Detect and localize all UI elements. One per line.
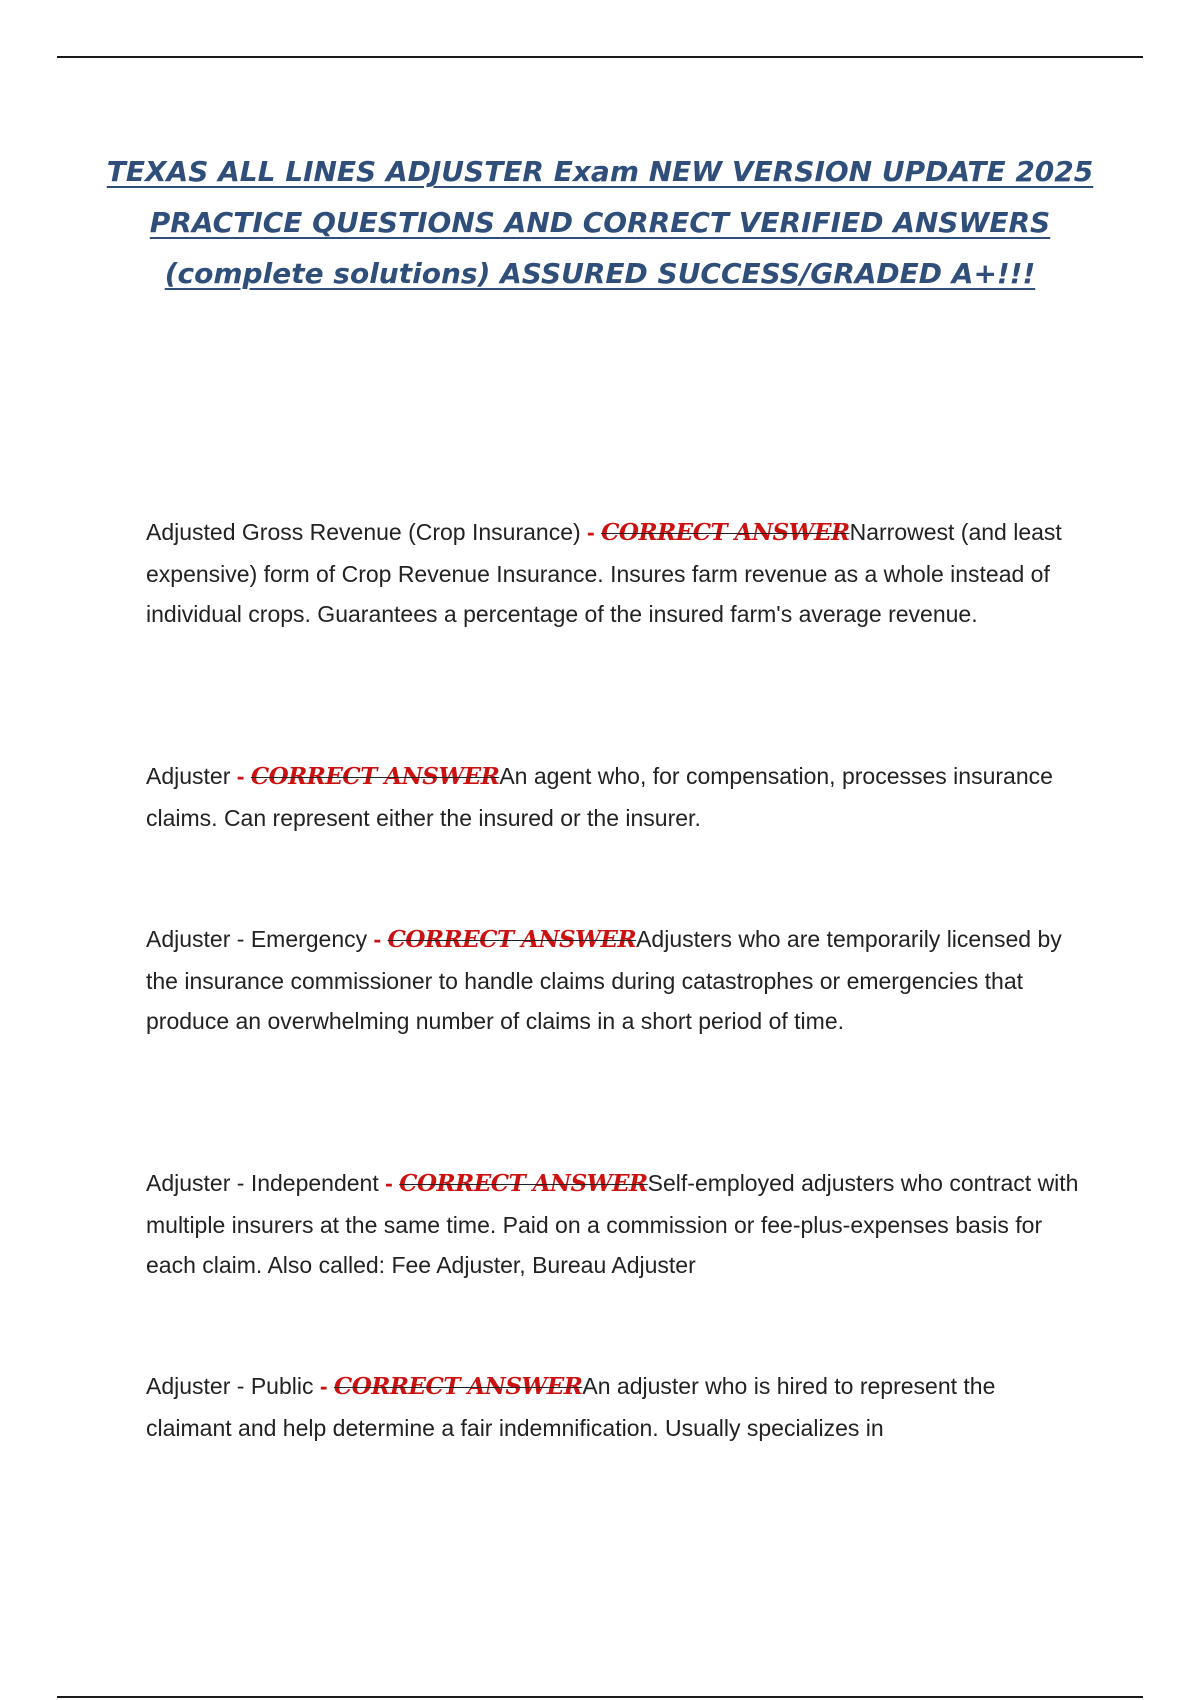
entry-separator: -	[385, 1170, 393, 1196]
qa-entry	[146, 919, 1086, 1042]
entry-definition: An adjuster who is hired to represent the claimant and help determine a fair indemnification. Usually specializes in	[146, 1373, 996, 1441]
correct-answer-marker: CORRECT ANSWER	[399, 1170, 648, 1197]
title-line-1: TEXAS ALL LINES ADJUSTER Exam NEW VERSION UPDATE 2025	[106, 155, 1094, 188]
qa-entry	[146, 512, 1086, 635]
entry-separator: -	[587, 519, 595, 545]
header-rule	[57, 56, 1143, 58]
correct-answer-marker: CORRECT ANSWER	[601, 519, 850, 546]
footer-rule	[57, 1696, 1143, 1698]
correct-answer-marker: CORRECT ANSWER	[250, 763, 500, 790]
document-title	[100, 146, 1100, 299]
qa-entry	[146, 756, 1086, 838]
entry-definition: An agent who, for compensation, processes insurance claims. Can represent either the insured or the insurer.	[146, 763, 1053, 831]
correct-answer-marker: CORRECT ANSWER	[387, 926, 637, 953]
entry-separator: -	[373, 926, 382, 952]
entry-definition: Adjusters who are temporarily licensed by the insurance commissioner to handle claims during catastrophes or emergencies that produce an overwhelming number of claims in a short period of time.	[146, 926, 1062, 1034]
entry-definition: Self-employed adjusters who contract with multiple insurers at the same time. Paid on a commission or fee-plus-expenses basis for each claim. Also called: Fee Adjuster, Bureau Adjuster	[146, 1170, 1079, 1278]
entry-separator: -	[319, 1373, 328, 1399]
title-line-2: PRACTICE QUESTIONS AND CORRECT VERIFIED ANSWERS	[149, 206, 1051, 239]
entry-definition: Narrowest (and least expensive) form of Crop Revenue Insurance. Insures farm revenue as a whole instead of individual crops. Guarantees a percentage of the insured farm's average revenue.	[146, 519, 1062, 627]
entry-term: Adjuster - Independent	[146, 1170, 379, 1196]
qa-entry	[146, 1163, 1086, 1286]
entry-separator: -	[236, 763, 245, 789]
entry-term: Adjuster	[146, 763, 231, 789]
entry-term: Adjuster - Emergency	[146, 926, 368, 952]
title-line-3: (complete solutions) ASSURED SUCCESS/GRADED A+!!!	[164, 257, 1036, 290]
entry-term: Adjuster - Public	[146, 1373, 314, 1399]
qa-entry	[146, 1366, 1086, 1448]
entry-term: Adjusted Gross Revenue (Crop Insurance)	[146, 519, 581, 545]
correct-answer-marker: CORRECT ANSWER	[333, 1373, 583, 1400]
